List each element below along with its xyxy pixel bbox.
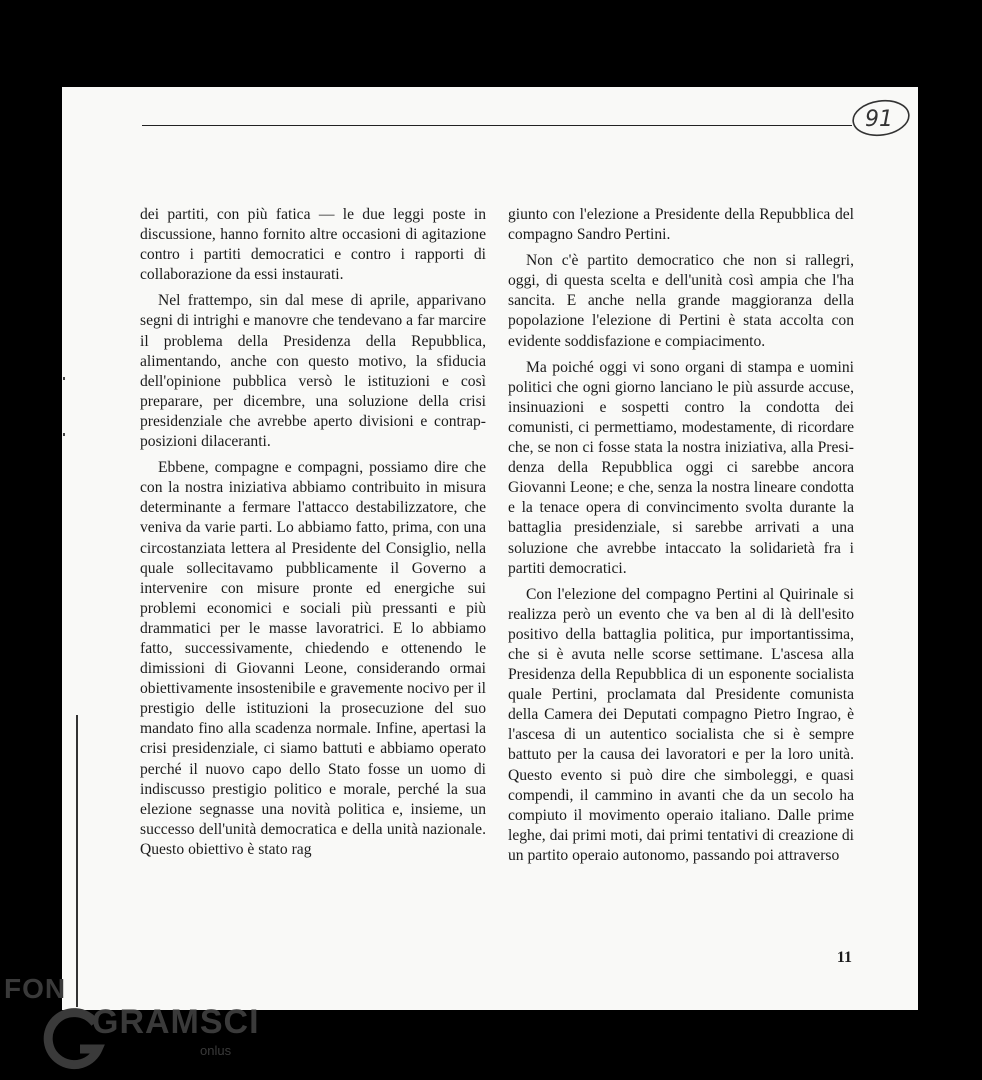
paragraph: giunto con l'elezione a Presidente della Repubblica del compagno Sandro Pertini. bbox=[508, 206, 854, 244]
right-column bbox=[508, 205, 854, 872]
watermark-text-fon: FON bbox=[4, 973, 67, 1004]
watermark-text-gramsci: GRAMSCI bbox=[92, 1003, 260, 1041]
paragraph: Con l'elezione del compagno Pertini al Quirinale si realizza però un evento che va ben al di là dell'esito positivo della battaglia politica, pur importantissima, che si è avuta nelle scorse settimane. L'ascesa alla Presidenza della Repubblica di un esponente socialista quale Pertini, proclamata dal Presidente comunista della Camera dei Deputati compagno Pietro Ingrao, è l'ascesa di un autentico socialista che si è sempre battuto per la causa dei lavoratori e per la loro unità. Questo evento si può dire che simboleggi, e quasi compendi, il cammino in avanti che da un secolo ha compiuto il movimento operaio italiano. Dalle prime leghe, dai primi moti, dai primi tentativi di creazione di un partito operaio autonomo, passando poi attraverso bbox=[508, 585, 854, 864]
page-number: 11 bbox=[836, 949, 852, 966]
fondazione-gramsci-watermark bbox=[0, 955, 260, 1080]
handwritten-page-annotation bbox=[847, 97, 911, 139]
paragraph: Ebbene, compagne e compagni, possiamo dire che con la nostra iniziativa abbiamo contribuito in misura determinante a fermare l'attacco destabilizzatore, che veniva da varie parti. Lo abbiamo fatto, prima, con una circostanziata lettera al Presidente del Consiglio, nella quale sollecitavamo pubblicamente il Governo a intervenire con misure pronte ed energiche sui problemi economici e sociali più pressanti e più drammatici per le masse lavoratrici. E lo abbiamo fatto, successivamente, chiedendo e ottenendo le dimissioni di Giovanni Leone, considerando ormai obiettivamente insostenibile e gravemente nocivo per il prestigio delle istituzioni la prosecuzione del suo mandato fino alla scadenza normale. Infine, apertasi la crisi presidenziale, ci siamo battuti e abbiamo operato perché il nuovo capo dello Stato fosse un uomo di indiscusso prestigio politico e morale, perché la sua elezione segnasse una novità politica e, insieme, un successo dell'unità democratica e della unità nazionale. Questo obiettivo è stato rag bbox=[140, 459, 486, 858]
left-column bbox=[140, 205, 486, 866]
paragraph: Nel frattempo, sin dal mese di aprile, apparivano segni di intrighi e manovre che tendevano a far marcire il problema della Presidenza della Repubblica, alimentando, anche con questo motivo, la sfiducia dell'opinione pubblica versò le istituzioni e così preparare, per dicembre, una soluzione della crisi presidenziale che avrebbe aperto divisioni e contrapposizioni dilaceranti. bbox=[140, 292, 486, 451]
header-rule bbox=[142, 125, 852, 126]
margin-dot bbox=[63, 433, 65, 436]
paragraph: Ma poiché oggi vi sono organi di stampa e uomini politici che ogni giorno lanciano le più assurde accuse, insinuazioni e sospetti contro la condotta dei comunisti, ci permettiamo, modestamente, di ricordare che, se non ci fosse stata la nostra iniziativa, alla Presidenza della Repubblica oggi ci sarebbe ancora Giovanni Leone; e che, senza la nostra lineare condotta e la tenace opera di convincimento svolta durante la battaglia presidenziale, si sarebbe arrivati a una soluzione che avrebbe intaccato la solidarietà fra i partiti democratici. bbox=[508, 358, 854, 577]
scanned-page bbox=[62, 87, 918, 1010]
svg-text:91: 91 bbox=[865, 107, 893, 132]
paragraph: Non c'è partito democratico che non si rallegri, oggi, di questa scelta e dell'unità così ampia che l'ha sancita. E anche nella grande maggioranza della popolazione l'elezione di Pertini è stata accolta con evidente soddisfazione e compiacimento. bbox=[508, 252, 854, 350]
watermark-text-onlus: onlus bbox=[200, 1043, 232, 1058]
margin-dot bbox=[63, 377, 65, 380]
paragraph: dei partiti, con più fatica — le due leggi poste in discussione, hanno fornito altre occasioni di agitazione contro i partiti democratici e contro i rapporti di collaborazione da essi instaurati. bbox=[140, 206, 486, 284]
